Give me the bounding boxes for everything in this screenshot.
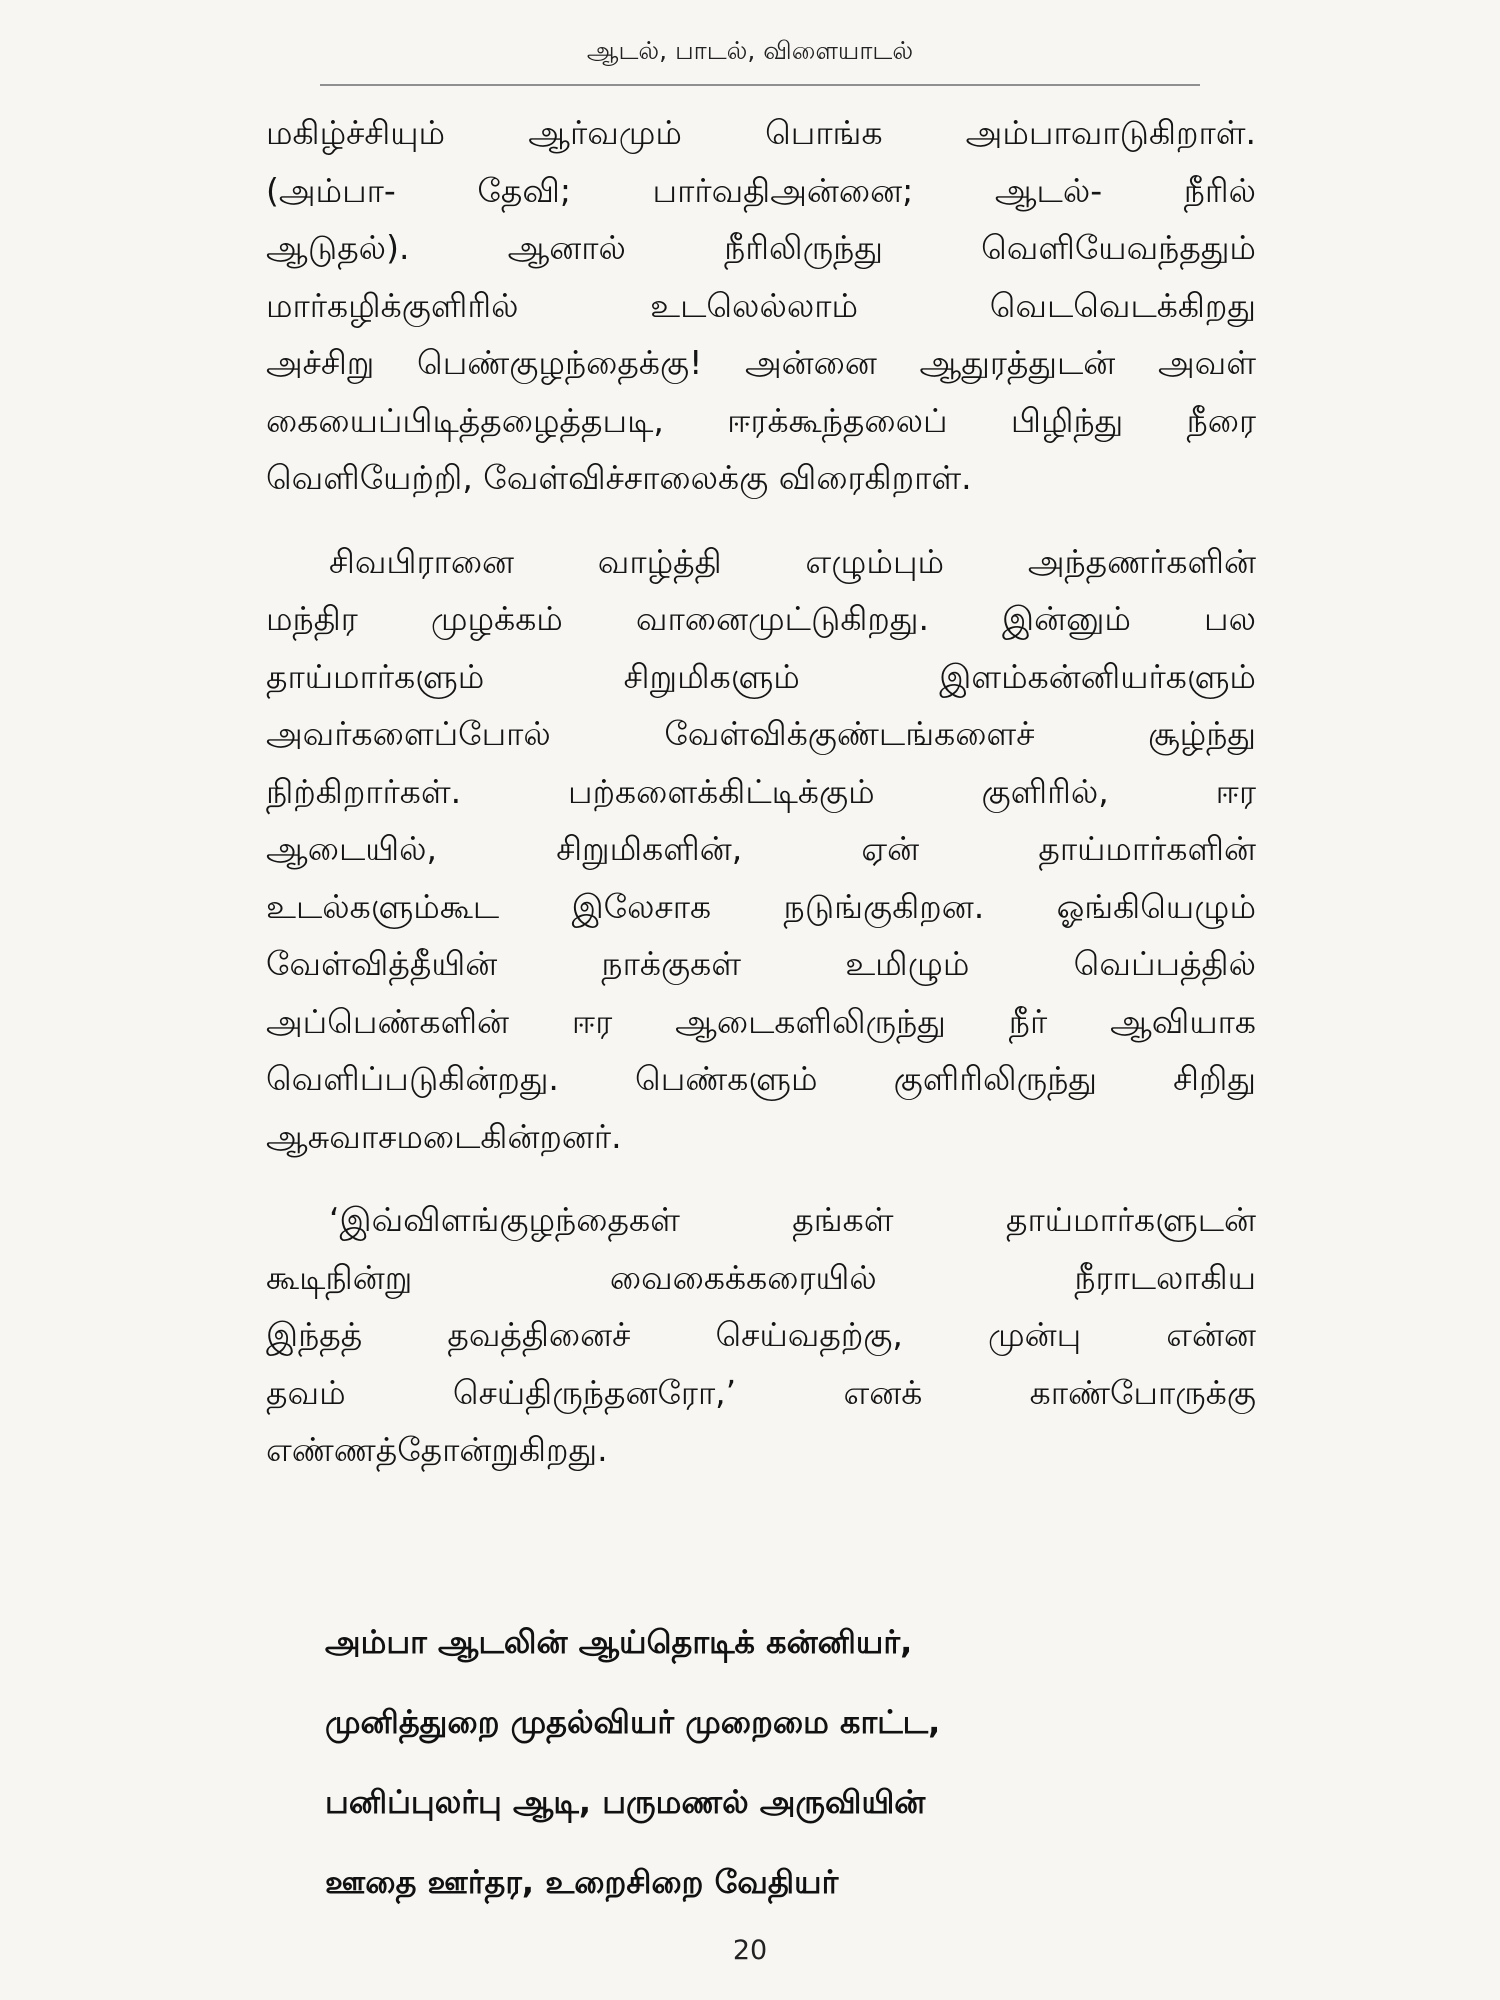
text-line: ஆசுவாசமடைகின்றனர்.: [266, 1116, 622, 1156]
page-body: [266, 104, 1256, 1479]
text-line: எண்ணத்தோன்றுகிறது.: [266, 1430, 608, 1469]
paragraph-gap: [266, 507, 1256, 533]
text-line: அச்சிறு பெண்குழந்தைக்கு! அன்னை ஆதுரத்துடன் அவள்: [266, 343, 1256, 382]
text-line: சிவபிரானை வாழ்த்தி எழும்பும் அந்தணர்களின்: [329, 541, 1256, 581]
paragraph-gap: [266, 1165, 1256, 1191]
text-line: நிற்கிறார்கள். பற்களைக்கிட்டிக்கும் குளிரில், ஈர: [266, 771, 1256, 811]
text-line: (அம்பா- தேவி; பார்வதிஅன்னை; ஆடல்- நீரில்: [266, 170, 1256, 210]
text-line: மார்கழிக்குளிரில் உடலெல்லாம் வெடவெடக்கிறது: [266, 285, 1256, 325]
text-line: வெளிப்படுகின்றது. பெண்களும் குளிரிலிருந்து சிறிது: [266, 1059, 1256, 1098]
verse-line: ஊதை ஊர்தர, உறைசிறை வேதியர்: [325, 1863, 839, 1901]
verse-line: முனித்துறை முதல்வியர் முறைமை காட்ட,: [325, 1703, 941, 1741]
text-line: வேள்வித்தீயின் நாக்குகள் உமிழும் வெப்பத்தில்: [266, 944, 1256, 983]
verse-block: [325, 1602, 1225, 1922]
text-line: அப்பெண்களின் ஈர ஆடைகளிலிருந்து நீர் ஆவியாக: [266, 1001, 1256, 1041]
text-line: உடல்களும்கூட இலேசாக நடுங்குகிறன. ஓங்கியெழும்: [266, 886, 1256, 926]
header-rule: [320, 84, 1200, 86]
text-line: கையைப்பிடித்தழைத்தபடி, ஈரக்கூந்தலைப் பிழிந்து நீரை: [266, 400, 1256, 440]
text-line: வெளியேற்றி, வேள்விச்சாலைக்கு விரைகிறாள்.: [266, 458, 972, 497]
text-line: கூடிநின்று வைகைக்கரையில் நீராடலாகிய: [266, 1257, 1256, 1297]
verse-line: பனிப்புலர்பு ஆடி, பருமணல் அருவியின்: [325, 1783, 926, 1821]
text-line: தாய்மார்களும் சிறுமிகளும் இளம்கன்னியர்களும்: [266, 656, 1256, 696]
text-line: ஆடுதல்). ஆனால் நீரிலிருந்து வெளியேவந்ததும்: [266, 228, 1256, 267]
text-line: இந்தத் தவத்தினைச் செய்வதற்கு, முன்பு என்ன: [266, 1315, 1256, 1354]
verse-line: அம்பா ஆடலின் ஆய்தொடிக் கன்னியர்,: [325, 1623, 913, 1661]
text-line: மகிழ்ச்சியும் ஆர்வமும் பொங்க அம்பாவாடுகிறாள்.: [266, 113, 1256, 152]
text-line: தவம் செய்திருந்தனரோ,’ எனக் காண்போருக்கு: [266, 1372, 1256, 1412]
text-line: ‘இவ்விளங்குழந்தைகள் தங்கள் தாய்மார்களுடன்: [329, 1200, 1256, 1239]
page-number: 20: [732, 1935, 768, 1966]
text-line: மந்திர முழக்கம் வானைமுட்டுகிறது. இன்னும் பல: [266, 599, 1256, 638]
text-line: ஆடையில், சிறுமிகளின், ஏன் தாய்மார்களின்: [266, 829, 1256, 868]
running-header: ஆடல், பாடல், விளையாடல்: [586, 36, 914, 65]
text-line: அவர்களைப்போல் வேள்விக்குண்டங்களைச் சூழ்ந்து: [266, 714, 1256, 753]
